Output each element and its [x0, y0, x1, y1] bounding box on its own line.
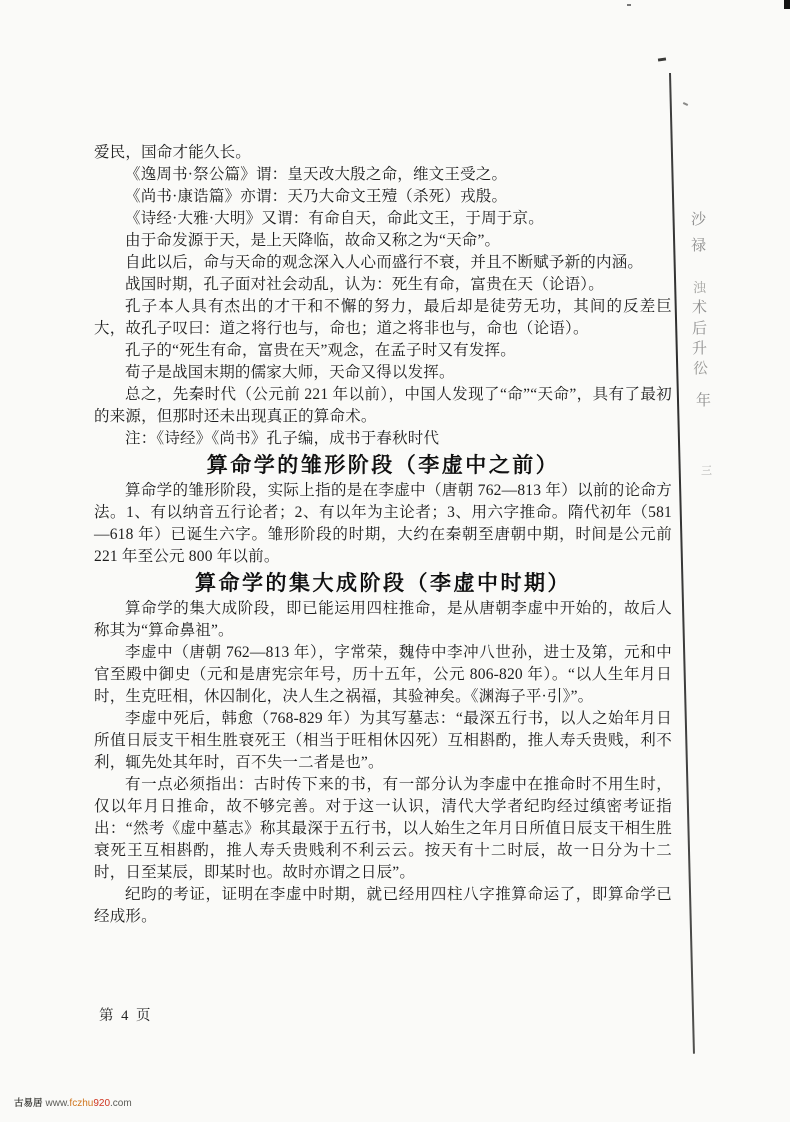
watermark-url-suffix: .com — [110, 1098, 132, 1109]
margin-note: 年 — [696, 393, 712, 409]
margin-note: 沙 — [691, 212, 707, 228]
margin-note: 升 — [692, 341, 708, 357]
scan-speck — [683, 102, 688, 106]
paragraph: 《尚书·康诰篇》亦谓：天乃大命文王殪（杀死）戎殷。 — [125, 188, 508, 205]
paragraph: 《诗经·大雅·大明》又谓：有命自天，命此文王，于周于京。 — [125, 210, 544, 227]
margin-note: 后 — [692, 321, 708, 337]
paragraph: 荀子是战国末期的儒家大师，天命又得以发挥。 — [125, 364, 455, 381]
paragraph: 纪昀的考证，证明在李虚中时期，就已经用四柱八字推算命运了，即算命学已经成形。 — [94, 886, 672, 925]
paragraph: 总之，先秦时代（公元前 221 年以前），中国人发现了“命”“天命”，具有了最初的来源，但那时还未出现真正的算命术。 — [94, 386, 672, 425]
section-heading-2: 算命学的集大成阶段（李虚中时期） — [195, 571, 571, 595]
watermark-site-name: 古易居 — [14, 1098, 43, 1109]
paragraph: 孔子本人具有杰出的才干和不懈的努力，最后却是徒劳无功，其间的反差巨大，故孔子叹曰：道之将行也与，命也；道之将非也与，命也（论语）。 — [94, 298, 672, 337]
margin-note: 浊 — [693, 280, 707, 295]
paragraph: 孔子的“死生有命，富贵在天”观念，在孟子时又有发挥。 — [125, 342, 516, 359]
margin-note: 三 — [701, 465, 712, 477]
paragraph-note: 注：《诗经》《尚书》孔子编，成书于春秋时代 — [125, 430, 440, 447]
page-number: 第 4 页 — [99, 1008, 153, 1024]
document-text — [94, 142, 672, 928]
paragraph: 有一点必须指出：古时传下来的书，有一部分认为李虚中在推命时不用生时，仅以年月日推命，故不够完善。对于这一认识，清代大学者纪昀经过缜密考证指出：“然考《虚中墓志》称其最深于五行书，以人始生之年月日所值日辰支干相生胜衰死王互相斟酌，推人寿夭贵贱利不利云云。按天有十二时辰，故一日分为十二时，日至某辰，即某时也。故时亦谓之日辰”。 — [94, 776, 672, 881]
scan-mark — [658, 57, 666, 61]
watermark-url-prefix: www. — [45, 1098, 70, 1109]
section-heading-1: 算命学的雏形阶段（李虚中之前） — [206, 453, 560, 477]
paragraph: 自此以后，命与天命的观念深入人心而盛行不衰，并且不断赋予新的内涵。 — [125, 254, 644, 271]
scan-speck — [627, 4, 631, 6]
scan-corner-mark — [784, 0, 790, 9]
watermark-url-name: fczhu — [69, 1098, 94, 1109]
margin-note: 彸 — [693, 361, 709, 377]
paragraph: 由于命发源于天，是上天降临，故命又称之为“天命”。 — [125, 232, 501, 249]
paragraph: 算命学的集大成阶段，即已能运用四柱推命，是从唐朝李虚中开始的，故后人称其为“算命鼻祖”。 — [94, 600, 672, 639]
paragraph: 算命学的雏形阶段，实际上指的是在李虚中（唐朝 762—813 年）以前的论命方法。1、有以纳音五行论者；2、有以年为主论者；3、用六字推命。隋代初年（581—618 年）已诞生六字。雏形阶段的时期，大约在秦朝至唐朝中期，时间是公元前 221 年至公元 800 年以前。 — [94, 482, 672, 565]
paragraph: 爱民，国命才能久长。 — [94, 144, 252, 161]
watermark — [14, 1098, 132, 1110]
margin-note: 禄 — [691, 238, 707, 254]
paragraph: 李虚中（唐朝 762—813 年），字常荣，魏侍中李冲八世孙，进士及第，元和中官至殿中御史（元和是唐宪宗年号，历十五年，公元 806-820 年）。“以人生年月日时，生克旺相，休囚制化，决人生之祸福，其验神矣。《渊海子平·引》”。 — [94, 644, 672, 705]
paragraph: 李虚中死后，韩愈（768-829 年）为其写墓志：“最深五行书，以人之始年月日所值日辰支干相生胜衰死王（相当于旺相休囚死）互相斟酌，推人寿夭贵贱，利不利，辄先处其年时，百不失一二者是也”。 — [94, 710, 672, 771]
paragraph: 《逸周书·祭公篇》谓：皇天改大殷之命，维文王受之。 — [125, 166, 508, 183]
watermark-url-number: 920 — [93, 1098, 111, 1109]
margin-note: 术 — [692, 300, 708, 316]
paragraph: 战国时期，孔子面对社会动乱，认为：死生有命，富贵在天（论语）。 — [125, 276, 604, 293]
